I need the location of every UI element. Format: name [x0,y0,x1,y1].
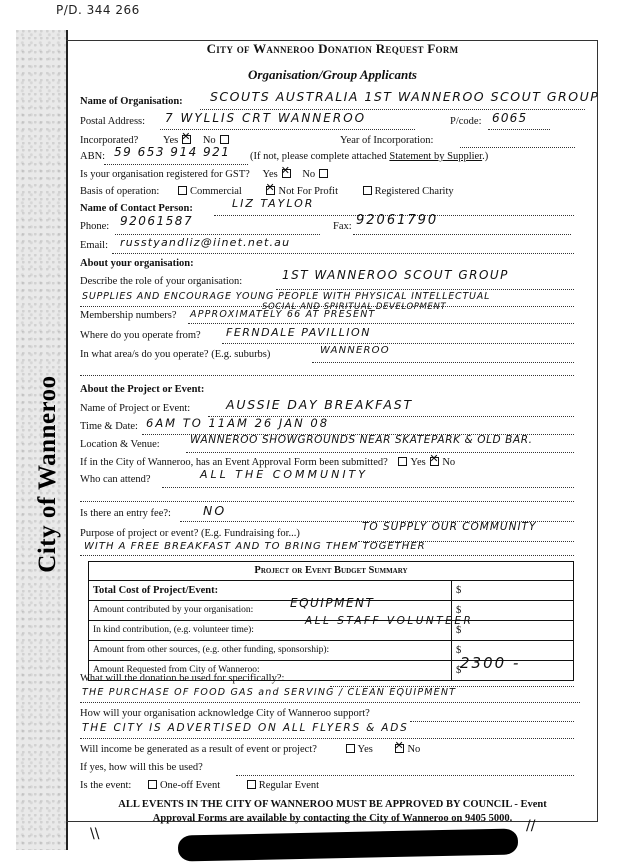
phone-input[interactable]: 92061587 [120,214,194,228]
attend-label: Who can attend? [80,474,151,485]
area-label: In what area/s do you operate? (E.g. suburbs) [80,349,271,360]
approval-label: If in the City of Wanneroo, has an Event Approval Form been submitted? [80,457,388,468]
entry-fee-input[interactable]: NO [203,503,227,518]
approval-row [80,457,455,468]
postcode-line [488,129,550,130]
gst-no-label: No [302,169,316,180]
project-name-label: Name of Project or Event: [80,403,191,414]
membership-line [188,323,574,324]
year-incorporation-line [460,147,575,148]
side-banner [16,30,68,850]
regular-checkbox[interactable] [247,780,256,789]
postal-address-line [160,129,415,130]
time-date-input[interactable]: 6AM TO 11AM 26 JAN 08 [146,416,330,430]
phone-line [115,234,320,235]
postal-address-input[interactable]: 7 WYLLIS CRT WANNEROO [165,111,367,125]
membership-input[interactable]: APPROXIMATELY 66 AT PRESENT [190,309,376,320]
acknowledge-line-2 [80,738,574,739]
org-name-label: Name of Organisation: [80,96,183,107]
gst-yes-checkbox[interactable] [282,169,291,178]
about-project-heading: About the Project or Event: [80,384,205,395]
statement-by-supplier-link[interactable]: Statement by Supplier [389,151,483,162]
gst-label: Is your organisation registered for GST? [80,169,250,180]
about-org-heading: About your organisation: [80,258,194,269]
role-line-1 [276,289,574,290]
venue-label: Location & Venue: [80,439,160,450]
footer-line-1: ALL EVENTS IN THE CITY OF WANNEROO MUST BE APPROVED BY COUNCIL - Event [118,799,547,810]
footer-notice [70,798,595,826]
abn-label: ABN: [80,151,106,162]
acknowledge-line-1 [410,721,574,722]
registered-charity-checkbox[interactable] [363,186,372,195]
event-type-row [80,780,319,791]
email-label: Email: [80,240,108,251]
abn-input[interactable]: 59 653 914 921 [114,145,231,159]
registered-charity-label: Registered Charity [374,186,454,197]
budget-row-label: Amount Requested from City of Wanneroo: [89,661,452,680]
income-yes-label: Yes [357,744,373,755]
incorporated-yes-label: Yes [162,135,179,146]
entry-fee-label: Is there an entry fee?: [80,508,171,519]
banner-text: City of Wanneroo [34,375,61,573]
budget-title: Project or Event Budget Summary [89,562,573,581]
margin-mark-right: // [526,818,536,834]
footer-line-2: Approval Forms are available by contacting the City of Wanneroo on 9405 5000. [152,813,513,824]
one-off-checkbox[interactable] [148,780,157,789]
fax-label: Fax: [333,221,352,232]
purpose-label: Purpose of project or event? (E.g. Fundraising for...) [80,528,300,539]
incorporated-label: Incorporated? [80,135,139,146]
area-input[interactable]: WANNEROO [320,345,390,356]
commercial-checkbox[interactable] [178,186,187,195]
section-applicants: Organisation/Group Applicants [248,67,417,82]
spend-line-2 [80,702,580,703]
budget-row-value[interactable]: $ [456,585,462,596]
phone-label: Phone: [80,221,110,232]
one-off-label: One-off Event [159,780,221,791]
purpose-line-2 [80,555,574,556]
role-input-1[interactable]: 1ST WANNEROO SCOUT GROUP [282,268,509,282]
budget-row-label: Total Cost of Project/Event: [89,581,452,600]
postal-address-label: Postal Address: [80,116,146,127]
postcode-label: P/code: [450,116,482,127]
role-input-2[interactable]: SUPPLIES AND ENCOURAGE YOUNG PEOPLE WITH PHYSICAL INTELLECTUAL [82,291,491,302]
budget-row-value[interactable]: $ [456,645,462,656]
contact-person-label: Name of Contact Person: [80,203,193,214]
where-operate-label: Where do you operate from? [80,330,201,341]
org-name-input[interactable]: SCOUTS AUSTRALIA 1ST WANNEROO SCOUT GROUP [210,89,600,104]
not-for-profit-label: Not For Profit [278,186,338,197]
event-type-label: Is the event: [80,780,132,791]
margin-mark-left: \\ [90,826,100,842]
budget-amount-requested[interactable]: 2300 - [460,654,521,672]
email-line [112,253,574,254]
postcode-input[interactable]: 6065 [492,111,528,125]
budget-row-label: Amount contributed by your organisation: [89,601,452,620]
ifyes-label: If yes, how will this be used? [80,762,203,773]
approval-no-checkbox[interactable] [430,457,439,466]
attend-line-2 [80,501,574,502]
acknowledge-label: How will your organisation acknowledge City of Wanneroo support? [80,708,370,719]
abn-note: (If not, please complete attached Statement by Supplier.) [250,151,489,162]
incorporated-yes-checkbox[interactable] [182,135,191,144]
redaction-bar [178,828,518,861]
ifyes-line [236,775,574,776]
income-no-label: No [407,744,421,755]
incorporated-no-checkbox[interactable] [220,135,229,144]
attend-input[interactable]: ALL THE COMMUNITY [200,468,368,481]
budget-row-value[interactable]: $ [456,625,462,636]
purpose-input-1[interactable]: TO SUPPLY OUR COMMUNITY [362,521,537,533]
gst-no-checkbox[interactable] [319,169,328,178]
project-name-input[interactable]: AUSSIE DAY BREAKFAST [226,397,413,412]
approval-no-label: No [442,457,456,468]
approval-yes-label: Yes [410,457,426,468]
role-input-3[interactable]: SOCIAL AND SPIRITUAL DEVELOPMENT [262,302,447,312]
role-label: Describe the role of your organisation: [80,276,243,287]
gst-yes-label: Yes [262,169,278,180]
contact-person-input[interactable]: LIZ TAYLOR [232,197,315,210]
area-line [312,362,574,363]
form-title: City of Wanneroo Donation Request Form [206,41,459,56]
spend-input[interactable]: THE PURCHASE OF FOOD GAS and SERVING / CLEAN EQUIPMENT [82,687,457,698]
gst-row [80,169,331,180]
income-row [80,744,420,755]
budget-row-value[interactable]: $ [456,665,462,676]
membership-label: Membership numbers? [80,310,177,321]
budget-equipment-note[interactable]: EQUIPMENT [290,596,375,610]
budget-row-label: In kind contribution, (e.g. volunteer time): [89,621,452,640]
where-operate-input[interactable]: FERNDALE PAVILLION [226,326,371,339]
org-name-line [200,109,585,110]
basis-label: Basis of operation: [80,186,160,197]
venue-line [186,452,574,453]
year-incorporation-label: Year of Incorporation: [340,135,434,146]
spend-label: What will the donation be used for specifically?: [80,673,285,684]
not-for-profit-checkbox[interactable] [266,186,275,195]
incorporated-no-label: No [202,135,216,146]
basis-row [80,186,454,197]
approval-yes-checkbox[interactable] [398,457,407,466]
area-line-2 [80,375,574,376]
regular-label: Regular Event [258,780,320,791]
budget-row-label: Amount from other sources, (e.g. other funding, sponsorship): [89,641,452,660]
reference-note: P/D. 344 266 [56,3,140,17]
where-operate-line [222,343,574,344]
venue-input[interactable]: WANNEROO SHOWGROUNDS NEAR SKATEPARK & OLD BAR. [190,434,533,446]
budget-row-value[interactable]: $ [456,605,462,616]
abn-line [104,164,248,165]
budget-volunteer-note[interactable]: ALL STAFF VOLUNTEER [305,615,474,627]
acknowledge-input[interactable]: THE CITY IS ADVERTISED ON ALL FLYERS & ADS [82,722,409,734]
income-yes-checkbox[interactable] [346,744,355,753]
fax-line [353,234,571,235]
income-label: Will income be generated as a result of event or project? [80,744,317,755]
time-date-label: Time & Date: [80,421,138,432]
commercial-label: Commercial [189,186,242,197]
income-no-checkbox[interactable] [395,744,404,753]
fax-input[interactable]: 92061790 [356,213,439,228]
attend-line [162,487,574,488]
email-input[interactable]: russtyandliz@iinet.net.au [120,236,291,249]
purpose-input-2[interactable]: WITH A FREE BREAKFAST AND TO BRING THEM TOGETHER [84,541,426,552]
